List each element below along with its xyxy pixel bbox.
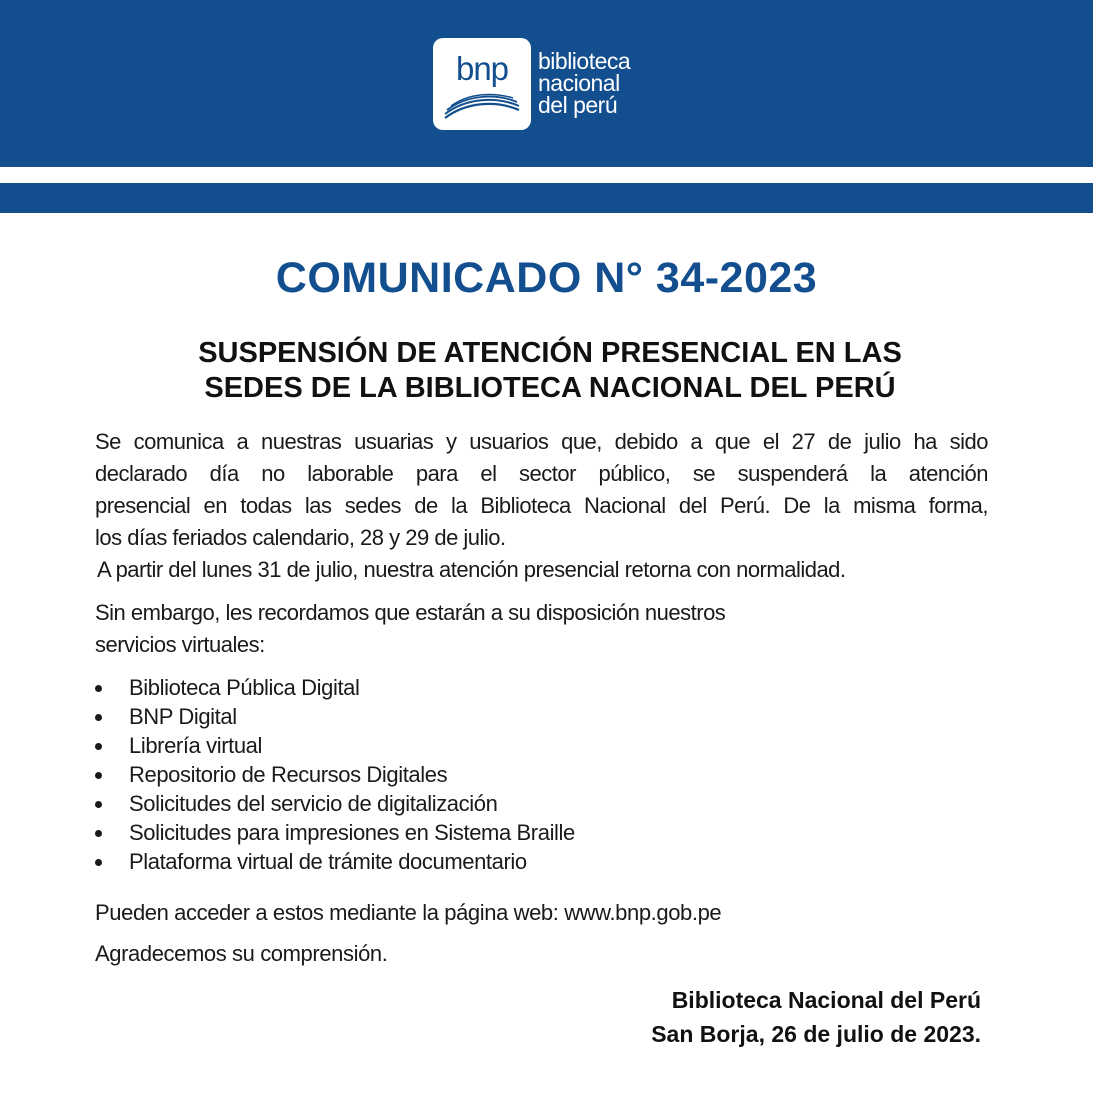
logo-wordmark: [538, 50, 630, 116]
bullet-icon: [95, 859, 102, 866]
signature-block: [651, 983, 981, 1051]
bullet-icon: [95, 685, 102, 692]
list-item: Repositorio de Recursos Digitales: [95, 760, 575, 789]
reopening-line: A partir del lunes 31 de julio, nuestra atención presencial retorna con normalidad.: [97, 557, 846, 582]
list-item: Solicitudes del servicio de digitalización: [95, 789, 575, 818]
paragraph-line: presencial en todas las sedes de la Biblioteca Nacional del Perú. De la misma forma,: [95, 493, 988, 518]
logo-line: biblioteca: [538, 48, 631, 74]
list-item: Librería virtual: [95, 731, 575, 760]
header-stripe: [0, 183, 1093, 213]
logo-line: del perú: [538, 92, 618, 118]
subtitle-line: SUSPENSIÓN DE ATENCIÓN PRESENCIAL EN LAS: [198, 337, 902, 369]
paragraph-line: los días feriados calendario, 28 y 29 de julio.: [95, 525, 506, 550]
book-pages-icon: [441, 92, 523, 122]
bullet-icon: [95, 714, 102, 721]
paragraph-line: Sin embargo, les recordamos que estarán a su disposición nuestros: [95, 600, 726, 625]
header-gap: [0, 167, 1093, 183]
services-list: [95, 673, 575, 876]
list-item: Biblioteca Pública Digital: [95, 673, 575, 702]
website-line: Pueden acceder a estos mediante la página web: www.bnp.gob.pe: [95, 900, 722, 925]
bullet-icon: [95, 801, 102, 808]
subtitle-line: SEDES DE LA BIBLIOTECA NACIONAL DEL PERÚ: [204, 372, 896, 404]
thanks-line: Agradecemos su comprensión.: [95, 941, 388, 966]
paragraph-line: declarado día no laborable para el sector público, se suspenderá la atención: [95, 461, 988, 486]
bnp-logo: [433, 38, 673, 130]
logo-badge: [433, 38, 531, 130]
paragraph-line: Se comunica a nuestras usuarias y usuarios que, debido a que el 27 de julio ha sido: [95, 429, 988, 454]
bullet-icon: [95, 743, 102, 750]
announcement-paragraph: [95, 426, 988, 586]
list-item: Plataforma virtual de trámite documentario: [95, 847, 575, 876]
virtual-services-intro: [95, 597, 855, 661]
list-item: Solicitudes para impresiones en Sistema Braille: [95, 818, 575, 847]
signature-date: San Borja, 26 de julio de 2023.: [651, 1021, 981, 1047]
page-title: COMUNICADO N° 34-2023: [275, 254, 818, 302]
page-subtitle: [100, 336, 1000, 406]
bullet-icon: [95, 772, 102, 779]
logo-badge-text: bnp: [455, 50, 509, 87]
logo-line: nacional: [538, 70, 620, 96]
list-item: BNP Digital: [95, 702, 575, 731]
bullet-icon: [95, 830, 102, 837]
paragraph-line: servicios virtuales:: [95, 632, 265, 657]
signature-institution: Biblioteca Nacional del Perú: [671, 987, 981, 1013]
